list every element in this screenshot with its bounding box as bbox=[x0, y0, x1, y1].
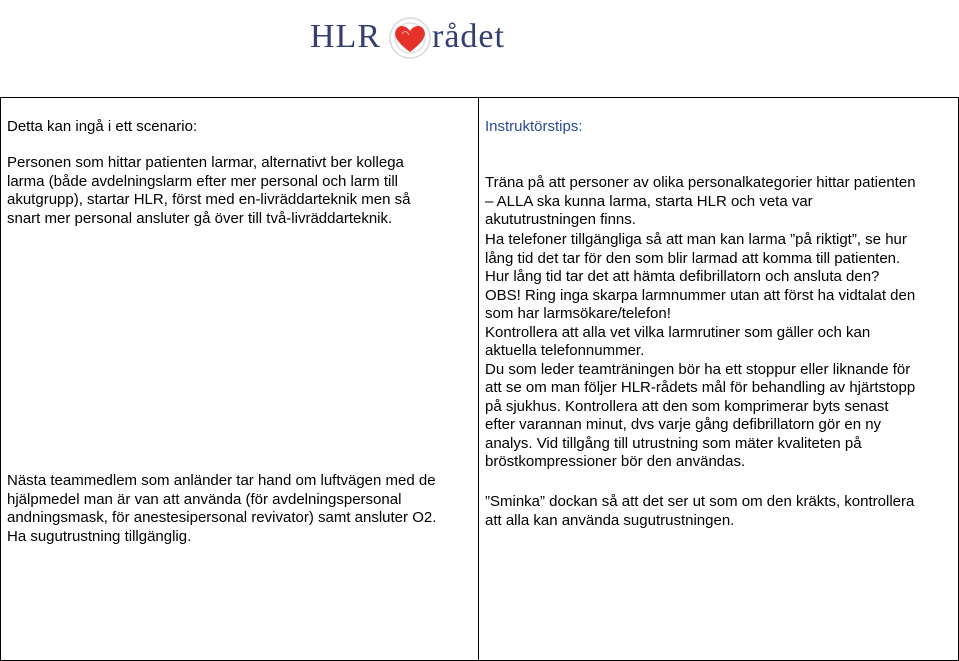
tips-paragraph-3 bbox=[485, 493, 953, 530]
text-line: lång tid det tar för den som blir larmad att komma till patienten. bbox=[485, 249, 901, 267]
hlr-radet-logo bbox=[300, 8, 540, 66]
scenario-paragraph-1 bbox=[7, 154, 467, 228]
text-line: analys. Vid tillgång till utrustning som mäter kvaliteten på bbox=[485, 434, 862, 452]
instructor-tips-column bbox=[485, 98, 953, 660]
text-line: Kontrollera att alla vet vilka larmrutiner som gäller och kan bbox=[485, 323, 871, 341]
logo-text-right: rådet bbox=[432, 18, 505, 55]
text-line: – ALLA ska kunna larma, starta HLR och veta var bbox=[485, 192, 813, 210]
heart-icon bbox=[388, 16, 432, 60]
tips-paragraph-2 bbox=[485, 231, 953, 472]
text-line: som har larmsökare/telefon! bbox=[485, 305, 671, 322]
text-line: Du som leder teamträningen bör ha ett stoppur eller liknande för bbox=[485, 360, 911, 378]
text-line: Träna på att personer av olika personalkategorier hittar patienten bbox=[485, 174, 916, 191]
text-line: akutgrupp), startar HLR, först med en-livräddarteknik men så bbox=[7, 191, 411, 208]
column-divider bbox=[478, 98, 479, 660]
text-line: att se om man följer HLR-rådets mål för behandling av hjärtstopp bbox=[485, 379, 916, 396]
text-line: snart mer personal ansluter gå över till två-livräddarteknik. bbox=[7, 209, 393, 227]
text-line: andningsmask, för anestesipersonal revivator) samt ansluter O2. bbox=[7, 509, 437, 526]
logo-text-left: HLR bbox=[310, 18, 381, 55]
text-line: bröstkompressioner bör den användas. bbox=[485, 453, 746, 470]
scenario-heading: Detta kan ingå i ett scenario: bbox=[7, 118, 198, 135]
text-line: hjälpmedel man är van att använda (för avdelningspersonal bbox=[7, 490, 402, 508]
tips-paragraph-1 bbox=[485, 174, 953, 230]
text-line: efter varannan minut, dvs varje gång defibrillatorn gör en ny bbox=[485, 416, 882, 433]
text-line: larma (både avdelningslarm efter mer personal och larm till bbox=[7, 172, 398, 190]
text-line: akututrustningen finns. bbox=[485, 211, 636, 228]
text-line: Ha sugutrustning tillgänglig. bbox=[7, 527, 192, 545]
text-line: på sjukhus. Kontrollera att den som komprimerar byts senast bbox=[485, 397, 889, 415]
text-line: Hur lång tid tar det att hämta defibrillatorn och ansluta den? bbox=[485, 268, 880, 285]
text-line: att alla kan använda sugutrustningen. bbox=[485, 511, 735, 529]
text-line: OBS! Ring inga skarpa larmnummer utan att först ha vidtalat den bbox=[485, 286, 916, 304]
scenario-paragraph-2 bbox=[7, 472, 472, 546]
scenario-column bbox=[7, 98, 472, 660]
instructor-tips-heading: Instruktörstips: bbox=[485, 118, 583, 135]
text-line: Nästa teammedlem som anländer tar hand om luftvägen med de bbox=[7, 472, 436, 489]
text-line: aktuella telefonnummer. bbox=[485, 342, 645, 359]
text-line: Personen som hittar patienten larmar, alternativt ber kollega bbox=[7, 154, 404, 171]
scenario-table bbox=[0, 97, 959, 661]
text-line: ”Sminka” dockan så att det ser ut som om den kräkts, kontrollera bbox=[485, 493, 915, 510]
text-line: Ha telefoner tillgängliga så att man kan larma ”på riktigt”, se hur bbox=[485, 231, 907, 248]
